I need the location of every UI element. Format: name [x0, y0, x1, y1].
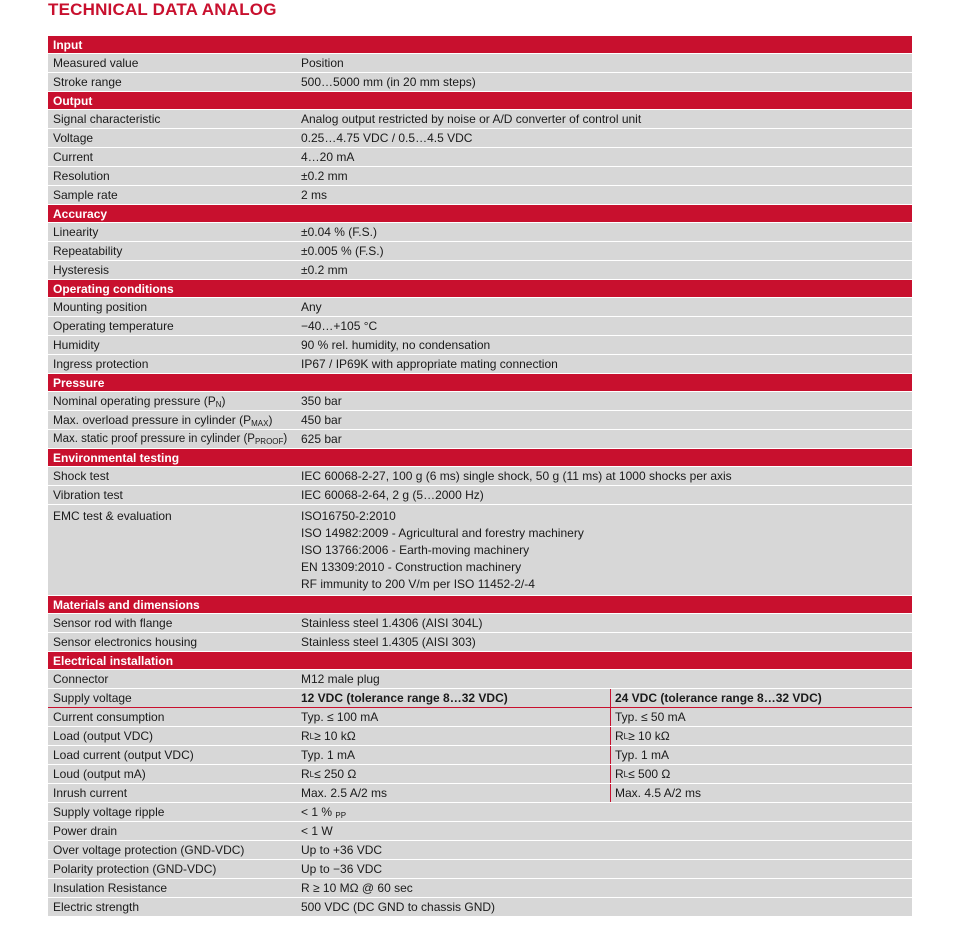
row-label: Mounting position	[53, 300, 148, 314]
row-label: Inrush current	[53, 786, 128, 800]
row-label: Measured value	[53, 56, 139, 70]
row-value: Position	[301, 56, 344, 70]
emc-line: EN 13309:2010 - Construction machinery	[301, 560, 522, 574]
row-value: Any	[301, 300, 322, 314]
section-header-electrical-installation: Electrical installation	[48, 652, 912, 670]
label-subscript: PROOF	[254, 436, 284, 446]
table-row	[48, 186, 912, 205]
row-label: Humidity	[53, 338, 100, 352]
row-label: Shock test	[53, 469, 110, 483]
row-label: Load current (output VDC)	[53, 748, 194, 762]
split-value	[301, 746, 912, 764]
row-label: Loud (output mA)	[53, 767, 146, 781]
value-24vdc: Typ. 1 mA	[610, 746, 912, 764]
row-value: Stainless steel 1.4306 (AISI 304L)	[301, 616, 483, 630]
section-header-operating-conditions: Operating conditions	[48, 280, 912, 298]
table-row	[48, 486, 912, 505]
row-label: Current	[53, 150, 94, 164]
table-row	[48, 803, 912, 822]
value-24vdc	[610, 727, 912, 745]
row-label: Supply voltage	[53, 691, 132, 705]
table-row	[48, 411, 912, 430]
row-label: Insulation Resistance	[53, 881, 168, 895]
row-label: Sample rate	[53, 188, 118, 202]
label-text-end: )	[268, 412, 273, 427]
row-value: < 1 W	[301, 824, 333, 838]
table-row	[48, 392, 912, 411]
row-label: Over voltage protection (GND-VDC)	[53, 843, 245, 857]
table-row	[48, 336, 912, 355]
row-value: ±0.2 mm	[301, 169, 348, 183]
row-label: Connector	[53, 672, 109, 686]
row-label: Linearity	[53, 225, 99, 239]
row-label: Resolution	[53, 169, 110, 183]
row-value: 500 VDC (DC GND to chassis GND)	[301, 900, 496, 914]
row-label: Sensor electronics housing	[53, 635, 198, 649]
label-subscript: MAX	[251, 418, 269, 428]
row-label: Polarity protection (GND-VDC)	[53, 862, 217, 876]
table-row	[48, 317, 912, 336]
table-row	[48, 242, 912, 261]
table-row	[48, 73, 912, 92]
table-row	[48, 746, 912, 765]
split-value	[301, 689, 912, 707]
table-row	[48, 223, 912, 242]
row-label: Vibration test	[53, 488, 123, 502]
row-label	[48, 413, 301, 428]
row-value: IEC 60068-2-27, 100 g (6 ms) single shock, 50 g (11 ms) at 1000 shocks per axis	[301, 469, 732, 483]
table-row	[48, 727, 912, 746]
row-value: ±0.005 % (F.S.)	[301, 244, 384, 258]
row-label: Load (output VDC)	[53, 729, 154, 743]
row-value	[301, 805, 912, 820]
value-text-end: ≤ 500 Ω	[628, 767, 671, 781]
value-24vdc: Max. 4.5 A/2 ms	[610, 784, 912, 802]
split-value	[301, 708, 912, 726]
row-value: Stainless steel 1.4305 (AISI 303)	[301, 635, 476, 649]
row-value-multiline	[301, 508, 912, 593]
value-text: R	[301, 767, 310, 781]
row-label: Power drain	[53, 824, 118, 838]
row-label: Voltage	[53, 131, 94, 145]
value-12vdc: Max. 2.5 A/2 ms	[301, 786, 388, 800]
row-value: IP67 / IP69K with appropriate mating connection	[301, 357, 558, 371]
table-row	[48, 148, 912, 167]
table-row	[48, 765, 912, 784]
row-value: 500…5000 mm (in 20 mm steps)	[301, 75, 476, 89]
table-row	[48, 129, 912, 148]
row-value: −40…+105 °C	[301, 319, 378, 333]
table-row	[48, 430, 912, 449]
table-row	[48, 879, 912, 898]
table-row	[48, 633, 912, 652]
value-12vdc	[301, 727, 610, 745]
table-row-emc	[48, 505, 912, 596]
table-row	[48, 708, 912, 727]
row-value: Up to −36 VDC	[301, 862, 383, 876]
label-text: Max. static proof pressure in cylinder (P	[53, 432, 255, 445]
value-12vdc: Typ. 1 mA	[301, 748, 356, 762]
emc-line: ISO 13766:2006 - Earth-moving machinery	[301, 543, 530, 557]
row-label: Stroke range	[53, 75, 122, 89]
section-header-output: Output	[48, 92, 912, 110]
table-row	[48, 467, 912, 486]
row-label: Ingress protection	[53, 357, 149, 371]
section-header-materials-and-dimensions: Materials and dimensions	[48, 596, 912, 614]
table-row	[48, 261, 912, 280]
row-value: IEC 60068-2-64, 2 g (5…2000 Hz)	[301, 488, 484, 502]
emc-line: ISO16750-2:2010	[301, 509, 396, 523]
table-row	[48, 298, 912, 317]
value-12vdc	[301, 765, 610, 783]
table-row	[48, 110, 912, 129]
column-24vdc-header: 24 VDC (tolerance range 8…32 VDC)	[610, 689, 912, 707]
value-subscript: L	[309, 769, 315, 779]
section-header-input: Input	[48, 36, 912, 54]
section-header-accuracy: Accuracy	[48, 205, 912, 223]
row-value: 625 bar	[301, 432, 342, 446]
table-row	[48, 898, 912, 917]
label-text-end: )	[221, 393, 226, 408]
value-subscript: L	[623, 769, 629, 779]
label-text-end: )	[283, 432, 288, 445]
row-value: R ≥ 10 MΩ @ 60 sec	[301, 881, 413, 895]
table-row-supply-voltage	[48, 689, 912, 708]
row-label: Sensor rod with flange	[53, 616, 173, 630]
split-value	[301, 765, 912, 783]
value-text-end: ≥ 10 kΩ	[314, 729, 356, 743]
row-label: EMC test & evaluation	[53, 509, 172, 523]
value-12vdc: Typ. ≤ 100 mA	[301, 710, 379, 724]
table-row	[48, 841, 912, 860]
value-subscript: L	[309, 731, 315, 741]
section-header-environmental-testing: Environmental testing	[48, 449, 912, 467]
row-label: Supply voltage ripple	[53, 805, 165, 819]
row-label	[48, 433, 301, 446]
value-24vdc: Typ. ≤ 50 mA	[610, 708, 912, 726]
table-row	[48, 670, 912, 689]
row-value: ±0.04 % (F.S.)	[301, 225, 377, 239]
row-label: Operating temperature	[53, 319, 174, 333]
row-value: M12 male plug	[301, 672, 380, 686]
emc-line: RF immunity to 200 V/m per ISO 11452-2/-4	[301, 577, 535, 591]
row-label: Electric strength	[53, 900, 140, 914]
row-value: ±0.2 mm	[301, 263, 348, 277]
row-value: 4…20 mA	[301, 150, 355, 164]
row-value: 90 % rel. humidity, no condensation	[301, 338, 491, 352]
table-row	[48, 860, 912, 879]
value-text: R	[615, 729, 624, 743]
value-text-end: ≤ 250 Ω	[314, 767, 357, 781]
row-label: Current consumption	[53, 710, 165, 724]
row-label: Repeatability	[53, 244, 123, 258]
table-row	[48, 822, 912, 841]
section-header-pressure: Pressure	[48, 374, 912, 392]
column-12vdc-header: 12 VDC (tolerance range 8…32 VDC)	[301, 691, 508, 705]
value-24vdc	[610, 765, 912, 783]
value-subscript: L	[623, 731, 629, 741]
row-label: Hysteresis	[53, 263, 110, 277]
table-row	[48, 355, 912, 374]
emc-line: ISO 14982:2009 - Agricultural and forestry machinery	[301, 526, 584, 540]
row-value: Analog output restricted by noise or A/D converter of control unit	[301, 112, 642, 126]
row-value: 0.25…4.75 VDC / 0.5…4.5 VDC	[301, 131, 473, 145]
split-value	[301, 784, 912, 802]
value-subscript: PP	[335, 810, 347, 820]
technical-data-table	[48, 36, 912, 917]
label-text: Nominal operating pressure (P	[53, 393, 216, 408]
label-text: Max. overload pressure in cylinder (P	[53, 412, 252, 427]
row-value: 450 bar	[301, 413, 342, 427]
page-title: TECHNICAL DATA ANALOG	[48, 0, 277, 19]
label-subscript: N	[215, 399, 222, 409]
table-row	[48, 614, 912, 633]
row-label: Signal characteristic	[53, 112, 161, 126]
value-text: R	[301, 729, 310, 743]
table-row	[48, 167, 912, 186]
value-text-end: ≥ 10 kΩ	[628, 729, 670, 743]
row-value: Up to +36 VDC	[301, 843, 383, 857]
table-row	[48, 784, 912, 803]
split-value	[301, 727, 912, 745]
row-label	[48, 394, 301, 409]
row-value: 350 bar	[301, 394, 342, 408]
table-row	[48, 54, 912, 73]
row-value: 2 ms	[301, 188, 328, 202]
value-text: < 1 %	[301, 804, 333, 819]
value-text: R	[615, 767, 624, 781]
